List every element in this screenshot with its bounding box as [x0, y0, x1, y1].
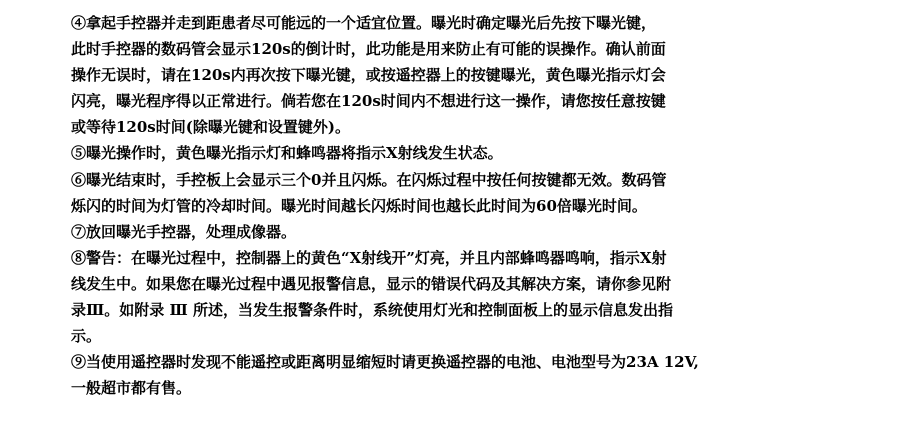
text-line-11: 线发生中。如果您在曝光过程中遇见报警信息，显示的错误代码及其解决方案，请你参见附 — [71, 274, 672, 293]
text-line-14: ⑨当使用遥控器时发现不能遥控或距离明显缩短时请更换遥控器的电池、电池型号为23A 12V, — [71, 353, 699, 372]
document-text-block — [71, 10, 841, 401]
text-line-15: 一般超市都有售。 — [71, 379, 192, 398]
text-line-7: ⑥曝光结束时，手控板上会显示三个0并且闪烁。在闪烁过程中按任何按键都无效。数码管 — [71, 170, 667, 189]
text-line-12: 录Ⅲ。如附录 Ⅲ 所述，当发生报警条件时，系统使用灯光和控制面板上的显示信息发出指 — [71, 301, 673, 320]
text-line-5: 或等待120s时间(除曝光键和设置键外)。 — [71, 118, 350, 137]
text-line-1: ④拿起手控器并走到距患者尽可能远的一个适宜位置。曝光时确定曝光后先按下曝光键， — [71, 14, 657, 32]
text-line-13: 示。 — [71, 327, 102, 346]
text-line-8: 烁闪的时间为灯管的冷却时间。曝光时间越长闪烁时间也越长此时间为60倍曝光时间。 — [71, 196, 647, 215]
text-line-3: 操作无误时，请在120s内再次按下曝光键，或按遥控器上的按键曝光，黄色曝光指示灯会 — [71, 66, 666, 85]
text-line-10: ⑧警告：在曝光过程中，控制器上的黄色“X射线开”灯亮，并且内部蜂鸣器鸣响，指示X射 — [71, 248, 667, 267]
text-line-2: 此时手控器的数码管会显示120s的倒计时，此功能是用来防止有可能的误操作。确认前面 — [71, 40, 666, 59]
text-line-9: ⑦放回曝光手控器，处理成像器。 — [71, 222, 297, 241]
text-line-6: ⑤曝光操作时，黄色曝光指示灯和蜂鸣器将指示X射线发生状态。 — [71, 144, 503, 163]
text-line-4: 闪亮，曝光程序得以正常进行。倘若您在120s时间内不想进行这一操作，请您按任意按键 — [71, 92, 666, 111]
